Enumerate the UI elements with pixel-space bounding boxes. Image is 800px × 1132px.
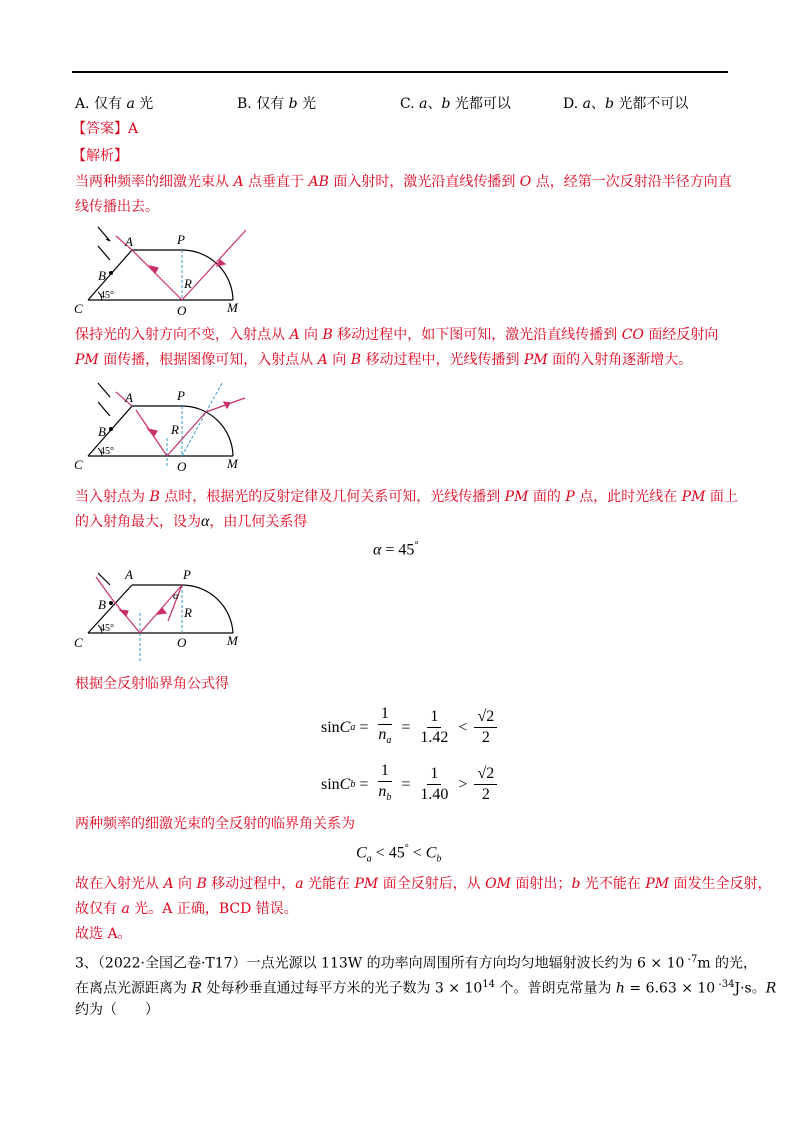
label-P: P [183, 567, 191, 582]
para6-line1: 故在入射光从 A 向 B 移动过程中，a 光能在 PM 面全反射后，从 OM 面射出；b 光不能在 PM 面发生全反射， [75, 876, 772, 892]
label-C: C [74, 301, 83, 316]
label-B: B [98, 597, 106, 612]
q3-line2: 在离点光源距离为 R 处每秒垂直通过每平方米的光子数为 $3 \times 10^{14}$ 个。普朗克常量为 h = 6.63 × 10 $^{-34}$J·s。R [75, 979, 777, 997]
figure-1 [70, 222, 260, 317]
figure-2 [70, 378, 260, 473]
label-A: A [125, 234, 133, 249]
label-R: R [184, 276, 192, 291]
eq-sin-ca: sin C a = $\frac{1}{n_a}$ = $\frac{1}{1.42}$ < $\frac{√2}{2}$ [321, 705, 500, 750]
option-d: D. a、b 光都不可以 [563, 96, 689, 112]
label-M: M [227, 300, 238, 315]
analysis-label: 【解析】 [72, 148, 128, 164]
para6-line2: 故仅有 a 光。A 正确，BCD 错误。 [75, 901, 298, 917]
label-angle: 45° [100, 446, 114, 457]
label-M: M [227, 456, 238, 471]
answer-label: 【答案】A [72, 121, 139, 137]
label-R: R [171, 422, 179, 437]
eq-sin-cb: sin C b = $\frac{1}{n_b}$ = $\frac{1}{1.40}$ > $\frac{√2}{2}$ [321, 762, 500, 807]
option-c: C. a、b 光都可以 [400, 96, 511, 112]
label-O: O [177, 635, 187, 650]
label-C: C [74, 457, 83, 472]
label-P: P [177, 232, 185, 247]
para2-line2: PM 面传播，根据图像可知，入射点从 A 向 B 移动过程中，光线传播到 PM 面的入射角逐渐增大。 [75, 352, 693, 368]
para2-line1: 保持光的入射方向不变，入射点从 A 向 B 移动过程中，如下图可知，激光沿直线传播到 CO 面经反射向 [75, 327, 719, 343]
eq-relation: $C_a < 45^\circ < C_b$ [356, 843, 442, 865]
label-O: O [177, 459, 187, 473]
option-b: B. 仅有 b 光 [237, 96, 317, 112]
conclusion: 故选 A。 [75, 926, 132, 942]
label-angle: 45° [100, 623, 114, 634]
para3-line1: 当入射点为 B 点时，根据光的反射定律及几何关系可知，光线传播到 PM 面的 P 点，此时光线在 PM 面上 [75, 489, 738, 505]
top-rule [72, 71, 728, 73]
label-B: B [98, 424, 106, 439]
option-a: A. 仅有 a 光 [75, 96, 154, 112]
q3-line3: 约为（ ） [75, 1002, 159, 1018]
label-C: C [74, 635, 83, 650]
q3-line1: 3、（2022·全国乙卷·T17）一点光源以 113W 的功率向周围所有方向均匀地辐射波长约为 6 × 10 $^{-7}$m 的光， [75, 954, 758, 972]
para4: 根据全反射临界角公式得 [75, 676, 229, 692]
eq-alpha: α = 45° [373, 540, 419, 559]
label-P: P [177, 388, 185, 403]
label-B: B [98, 268, 106, 283]
para1-line2: 线传播出去。 [75, 199, 159, 215]
para5: 两种频率的细激光束的全反射的临界角关系为 [75, 816, 355, 832]
para3-line2: 的入射角最大，设为α，由几何关系得 [75, 513, 308, 530]
figure-3 [70, 563, 260, 663]
label-alpha: α [173, 590, 179, 602]
label-R: R [184, 605, 192, 620]
label-angle: 45° [100, 290, 114, 301]
para1-line1: 当两种频率的细激光束从 A 点垂直于 AB 面入射时，激光沿直线传播到 O 点，经第一次反射沿半径方向直 [75, 174, 732, 190]
label-O: O [177, 303, 187, 317]
label-A: A [125, 567, 133, 582]
label-A: A [125, 390, 133, 405]
label-M: M [227, 633, 238, 648]
